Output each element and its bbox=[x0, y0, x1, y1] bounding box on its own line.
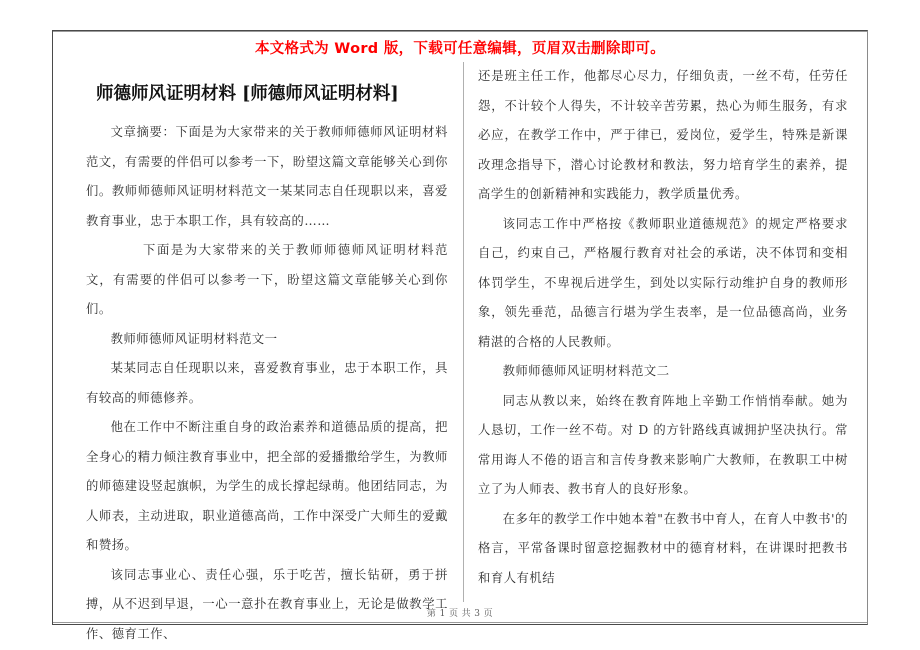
paragraph-text: 该同志工作中严格按《教师职业道德规范》的规定严格要求自己，约束自己，严格履行教育对社会的承诺，决不体罚和变相体罚学生，不卑视后进学生，到处以实际行动维护自身的教师形象，领先垂范，品德言行堪为学生表率，是一位品德高尚，业务精湛的合格的人民教师。 bbox=[478, 216, 848, 349]
paragraph-text: 文章摘要：下面是为大家带来的关于教师师德师风证明材料范文，有需要的伴侣可以参考一下，盼望这篇文章能够关心到你们。教师师德师风证明材料范文一某某同志自任现职以来，喜爱教育事业，忠于本职工作，具有较高的…… bbox=[86, 125, 448, 228]
paragraph-text: 下面是为大家带来的关于教师师德师风证明材料范文，有需要的伴侣可以参考一下，盼望这篇文章能够关心到你们。 bbox=[86, 243, 448, 316]
paragraph bbox=[478, 62, 848, 210]
column-divider bbox=[463, 62, 464, 602]
paragraph bbox=[86, 236, 448, 325]
paragraph-text: 同志从教以来，始终在教育阵地上辛勤工作悄悄奉献。她为人恳切，工作一丝不苟。对 D 的方针路线真诚拥护坚决执行。常常用诲人不倦的语言和言传身教来影响广大教师，在教职工中树立了为人师表、教书育人的良好形象。 bbox=[478, 393, 848, 496]
paragraph bbox=[86, 118, 448, 236]
paragraph bbox=[86, 561, 448, 650]
paragraph-text: 该同志事业心、责任心强，乐于吃苦，擅长钻研，勇于拼搏，从不迟到早退，一心一意扑在教育事业上，无论是做教学工作、德育工作、 bbox=[86, 567, 448, 641]
paragraph bbox=[478, 357, 848, 387]
right-text-column bbox=[478, 62, 848, 593]
page-number-indicator: 第 1 页 共 3 页 bbox=[426, 609, 494, 619]
paragraph-text: 他在工作中不断注重自身的政治素养和道德品质的提高，把全身心的精力倾注教育事业中，把全部的爱播撒给学生，为教师的师德建设竖起旗帜，为学生的成长撑起绿萌。他团结同志，为人师表，主动进取，职业道德高尚，工作中深受广大师生的爱戴和赞扬。 bbox=[86, 420, 448, 552]
paragraph-text: 教师师德师风证明材料范文一 bbox=[110, 331, 278, 346]
paragraph bbox=[478, 387, 848, 505]
header-notice-text: 本文格式为 Word 版，下载可任意编辑，页眉双击删除即可。 bbox=[254, 41, 666, 57]
paragraph-text: 还是班主任工作，他都尽心尽力，仔细负责，一丝不苟，任劳任怨，不计较个人得失，不计较辛苦劳累，热心为师生服务，有求必应，在教学工作中，严于律已，爱岗位，爱学生，特殊是新课改理念指导下，潜心讨论教材和教法，努力培育学生的素养，提高学生的创新精神和实践能力，教学质量优秀。 bbox=[478, 69, 848, 201]
page-header bbox=[53, 31, 867, 61]
paragraph bbox=[478, 505, 848, 594]
paragraph bbox=[478, 210, 848, 358]
header-divider-rule bbox=[53, 31, 867, 32]
paragraph-text: 在多年的教学工作中她本着"在教书中育人，在育人中教书'的格言，平常备课时留意挖掘教材中的德育材料，在讲课时把教书和育人有机结 bbox=[478, 511, 848, 585]
page-title: 师德师风证明材料 [师德师风证明材料] bbox=[96, 84, 399, 104]
paragraph bbox=[86, 325, 448, 355]
paragraph-text: 教师师德师风证明材料范文二 bbox=[502, 364, 670, 378]
paragraph bbox=[86, 354, 448, 413]
paragraph bbox=[86, 413, 448, 561]
footer-divider-rule bbox=[53, 622, 867, 623]
left-text-column bbox=[86, 118, 448, 649]
paragraph-text: 某某同志自任现职以来，喜爱教育事业，忠于本职工作，具有较高的师德修养。 bbox=[86, 361, 448, 405]
page-footer bbox=[53, 606, 867, 626]
